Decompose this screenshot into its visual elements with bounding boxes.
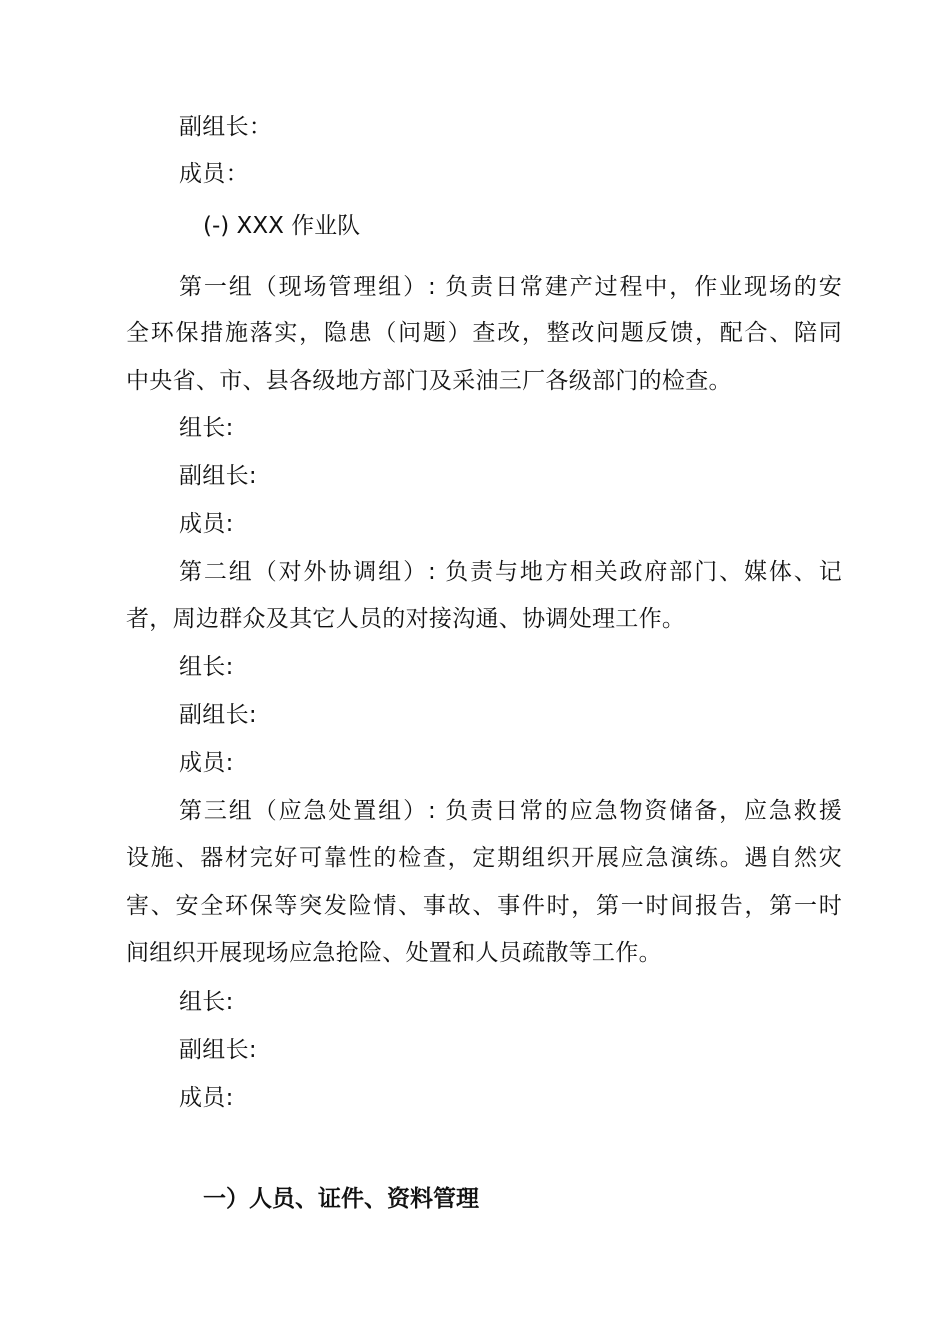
group1-paragraph-line: 第一组（现场管理组）: 负责日常建产过程中，作业现场的安: [179, 274, 842, 300]
group2-members-label: 成员:: [179, 750, 234, 776]
group3-members-label: 成员:: [179, 1085, 234, 1111]
group3-paragraph-line: 间组织开展现场应急抢险、处置和人员疏散等工作。: [126, 940, 662, 966]
deputy-leader-label: 副组长：: [179, 114, 273, 140]
group3-paragraph-line: 设施、器材完好可靠性的检查，定期组织开展应急演练。遇自然灾: [126, 845, 842, 871]
group2-deputy-leader-label: 副组长:: [179, 702, 257, 728]
group2-leader-label: 组长:: [179, 654, 234, 680]
members-label: 成员：: [179, 161, 249, 187]
group3-paragraph-line: 第三组（应急处置组）: 负责日常的应急物资储备，应急救援: [179, 798, 842, 824]
group1-deputy-leader-label: 副组长:: [179, 463, 257, 489]
group2-paragraph-line: 者，周边群众及其它人员的对接沟通、协调处理工作。: [126, 606, 686, 632]
group1-paragraph-line: 全环保措施落实，隐患（问题）查改，整改问题反馈，配合、陪同: [126, 320, 842, 346]
group1-leader-label: 组长:: [179, 415, 234, 441]
group3-leader-label: 组长:: [179, 989, 234, 1015]
group2-paragraph-line: 第二组（对外协调组）: 负责与地方相关政府部门、媒体、记: [179, 559, 842, 585]
group1-members-label: 成员:: [179, 511, 234, 537]
team-heading: (-) XXX 作业队: [203, 213, 361, 239]
group3-deputy-leader-label: 副组长:: [179, 1037, 257, 1063]
group1-paragraph-line: 中央省、市、县各级地方部门及采油三厂各级部门的检查。: [126, 368, 732, 394]
group3-paragraph-line: 害、安全环保等突发险情、事故、事件时，第一时间报告，第一时: [126, 893, 842, 919]
section-heading: 一）人员、证件、资料管理: [203, 1186, 479, 1212]
